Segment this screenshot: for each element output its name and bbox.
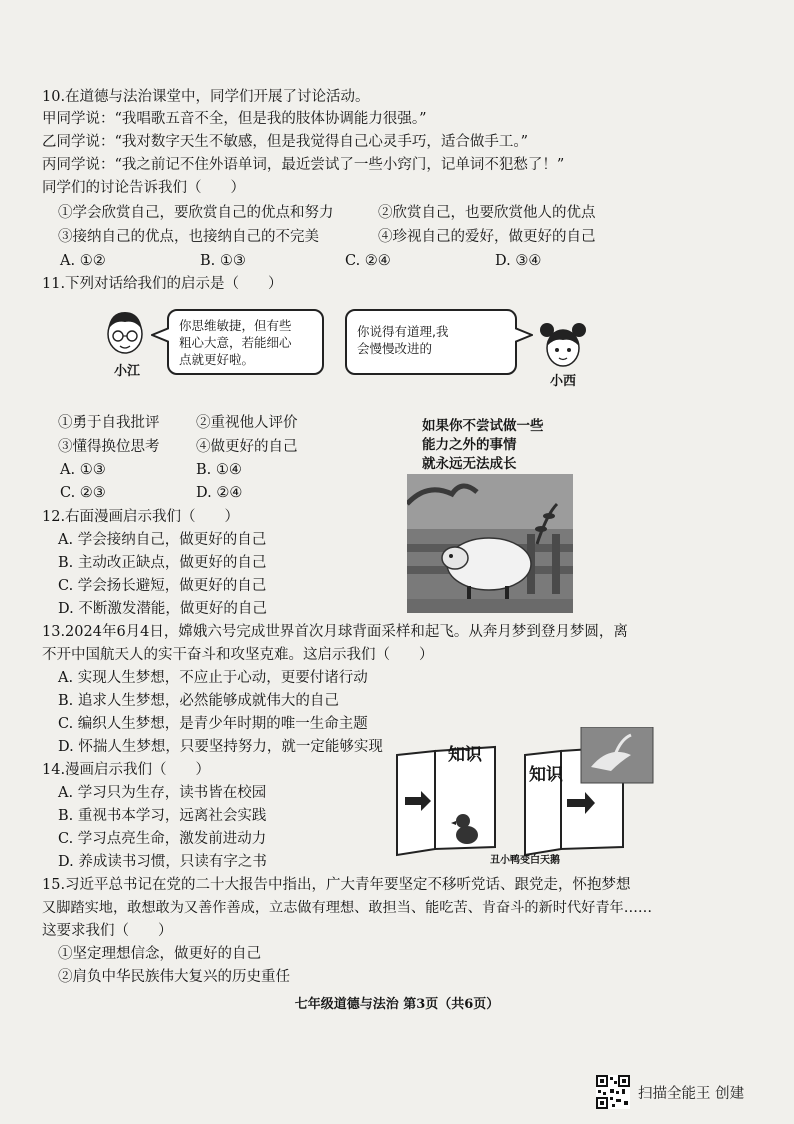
q13-stem-line1: 13.2024年6月4日，嫦娥六号完成世界首次月球背面采样和起飞。从奔月梦到登月梦圆，离 [42,624,628,640]
q11-statement-4: ④做更好的自己 [196,439,298,455]
q11-statement-2: ②重视他人评价 [196,415,298,431]
q11-statement-1: ①勇于自我批评 [58,415,160,431]
cartoon14-books-illustration [395,727,657,865]
q14-option-b: B. 重视书本学习，远离社会实践 [58,808,267,824]
left-speaker-name: 小江 [114,364,141,379]
q15-stem-line2: 又脚踏实地，敢想敢为又善作善成，立志做有理想、敢担当、能吃苦、肯奋斗的新时代好青年…… [42,900,653,916]
left-bubble-tail-icon [151,325,169,345]
q10-statement-4: ④珍视自己的爱好，做更好的自己 [378,229,596,245]
q11-option-c: C. ②③ [60,485,106,501]
q13-option-a: A. 实现人生梦想，不应止于心动，更要付诸行动 [58,670,368,686]
q12-option-d: D. 不断激发潜能，做更好的自己 [58,601,267,617]
q10-ask: 同学们的讨论告诉我们（ ） [42,180,245,196]
right-bubble-line: 会慢慢改进的 [357,341,433,356]
q12-option-b: B. 主动改正缺点，做更好的自己 [58,555,267,571]
cartoon12-caption-line: 能力之外的事情 [422,437,517,453]
scanner-watermark: 扫描全能王 创建 [638,1086,745,1102]
left-bubble-line: 点就更好啦。 [179,352,255,367]
q15-stem-line1: 15.习近平总书记在党的二十大报告中指出，广大青年要坚定不移听党话、跟党走，怀抱梦想 [42,877,631,893]
q10-option-c: C. ②④ [345,253,391,269]
q13-option-c: C. 编织人生梦想，是青少年时期的唯一生命主题 [58,716,368,732]
q14-option-a: A. 学习只为生存，读书皆在校园 [58,785,267,801]
q10-option-b: B. ①③ [200,253,246,269]
q11-statement-3: ③懂得换位思考 [58,439,160,455]
cartoon14-book1-label: 知识 [448,745,482,765]
q14-option-c: C. 学习点亮生命，激发前进动力 [58,831,267,847]
cartoon14-caption: 丑小鸭变白天鹅 [490,855,560,866]
left-speech-bubble [167,309,324,375]
q13-stem-line2: 不开中国航天人的实干奋斗和攻坚克难。这启示我们（ ） [42,647,434,663]
cartoon12-caption [422,417,544,474]
q10-jia: 甲同学说：“我唱歌五音不全，但是我的肢体协调能力很强。” [42,111,427,127]
q15-statement-1: ①坚定理想信念，做更好的自己 [58,946,261,962]
qr-code-icon [596,1075,630,1109]
q11-stem: 11.下列对话给我们的启示是（ ） [42,276,283,292]
q11-option-d: D. ②④ [196,485,243,501]
right-bubble-tail-icon [515,325,533,345]
q10-bing: 丙同学说：“我之前记不住外语单词，最近尝试了一些小窍门，记单词不犯愁了！” [42,157,565,173]
q12-stem: 12.右面漫画启示我们（ ） [42,509,240,525]
q14-stem: 14.漫画启示我们（ ） [42,762,211,778]
q10-option-d: D. ③④ [495,253,542,269]
q11-option-a: A. ①③ [60,462,106,478]
right-speech-bubble [345,309,517,375]
cartoon12-caption-line: 就永远无法成长 [422,456,517,472]
q15-statement-2: ②肩负中华民族伟大复兴的历史重任 [58,969,290,985]
q12-option-a: A. 学会接纳自己，做更好的自己 [58,532,267,548]
q10-statement-2: ②欣赏自己，也要欣赏他人的优点 [378,205,596,221]
left-bubble-line: 你思维敏捷，但有些 [179,318,292,333]
q15-stem-line3: 这要求我们（ ） [42,923,173,939]
page-footer: 七年级道德与法治 第3页（共6页） [294,997,500,1012]
q14-option-d: D. 养成读书习惯，只读有字之书 [58,854,267,870]
left-bubble-line: 粗心大意，若能细心 [179,335,292,350]
girl-avatar-icon [538,318,588,372]
cartoon12-caption-line: 如果你不尝试做一些 [422,418,544,434]
right-bubble-line: 你说得有道理,我 [357,324,449,339]
q10-stem: 10.在道德与法治课堂中，同学们开展了讨论活动。 [42,89,370,105]
q11-option-b: B. ①④ [196,462,242,478]
q10-statement-3: ③接纳自己的优点，也接纳自己的不完美 [58,229,319,245]
cartoon12-sheep-illustration [407,474,573,613]
q10-option-a: A. ①② [60,253,106,269]
boy-avatar-icon [100,306,150,362]
q12-option-c: C. 学会扬长避短，做更好的自己 [58,578,267,594]
q10-yi: 乙同学说：“我对数字天生不敏感，但是我觉得自己心灵手巧，适合做手工。” [42,134,529,150]
right-speaker-name: 小西 [550,374,577,389]
cartoon14-book2-label: 知识 [529,765,563,785]
q13-option-b: B. 追求人生梦想，必然能够成就伟大的自己 [58,693,339,709]
q13-option-d: D. 怀揣人生梦想，只要坚持努力，就一定能够实现 [58,739,383,755]
q10-statement-1: ①学会欣赏自己，要欣赏自己的优点和努力 [58,205,334,221]
